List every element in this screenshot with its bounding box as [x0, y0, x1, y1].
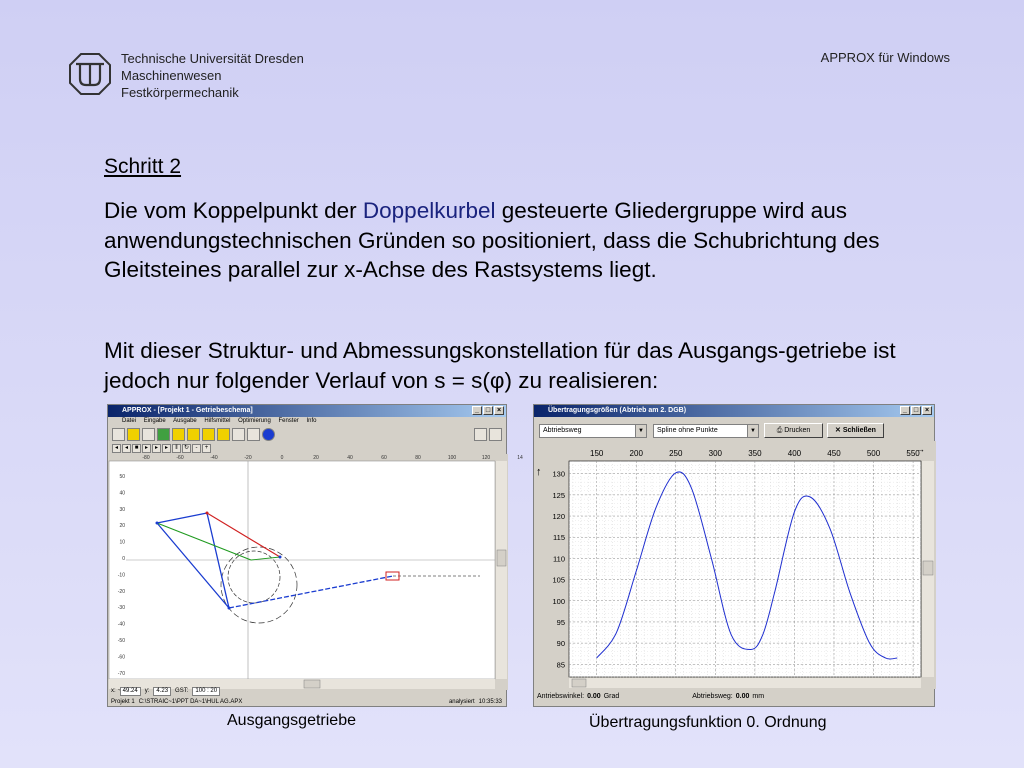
paragraph-2: Mit dieser Struktur- und Abmessungskonstellation für das Ausgangs-getriebe ist jedoch nur folgender Verlauf von s = s(φ) zu realisieren:: [104, 338, 896, 393]
settings-icon[interactable]: [247, 428, 260, 441]
x-tick-label: 300: [708, 449, 723, 458]
y-tick-label: 50: [119, 474, 125, 480]
y-tick-label: 130: [552, 469, 565, 479]
way-unit: mm: [752, 693, 765, 700]
transfer-window: [533, 404, 935, 707]
status-gst-label: GST:: [175, 688, 189, 694]
exit-icon[interactable]: [489, 428, 502, 441]
right-window-title: Übertragungsgrößen (Abtrieb am 2. DGB): [548, 407, 687, 414]
y-tick-label: -30: [117, 605, 125, 612]
print-button[interactable]: [764, 423, 823, 438]
left-title-bar: [108, 405, 506, 417]
status-path: C:\STRAIC~1\PPT DA~1\HUL AG.APX: [138, 699, 243, 705]
slow-icon[interactable]: -: [192, 444, 201, 453]
horizontal-scrollbar[interactable]: [569, 678, 921, 688]
pause-icon[interactable]: ‖: [172, 444, 181, 453]
approx-main-window: [107, 404, 523, 707]
vertical-scroll-thumb[interactable]: [497, 550, 506, 566]
x-tick-label: 400: [787, 449, 802, 458]
x-tick-label: 250: [669, 449, 683, 458]
x-tick-label: 350: [748, 449, 762, 458]
angle-value: 0.00: [587, 693, 601, 700]
y-tick-label: 20: [119, 523, 125, 530]
paragraph-1-end: gesteuerte Gliedergruppe wird aus anwendungstechnischen Gründen so positioniert, dass die Schubrichtung des Gleitsteines parallel zur x-Achse des Rastsystems liegt.: [104, 198, 880, 282]
method-select[interactable]: [653, 424, 759, 438]
joint-a: [206, 512, 209, 515]
x-tick-label: -60: [176, 455, 184, 461]
y-axis-arrow-icon: ↑: [536, 466, 542, 478]
menu-hilfsmittel[interactable]: Hilfsmittel: [204, 418, 231, 424]
left-status-bar: [108, 686, 506, 697]
x-tick-label: 40: [347, 455, 353, 461]
menu-ausgabe[interactable]: Ausgabe: [173, 418, 197, 424]
y-tick-label: 125: [552, 490, 565, 500]
angle-label: Antriebswinkel:: [537, 693, 585, 700]
x-tick-label: 200: [629, 449, 643, 458]
first-frame-icon[interactable]: ◂: [112, 444, 121, 453]
transfer-chart: [534, 441, 936, 689]
joint-b: [156, 522, 159, 525]
paragraph-1: [104, 196, 924, 285]
x-tick-label: 500: [866, 449, 881, 458]
joint-d: [279, 556, 282, 559]
y-tick-label: -10: [117, 572, 125, 579]
left-window-title: APPROX - [Projekt 1 - Getriebeschema]: [122, 407, 253, 414]
menu-optimierung[interactable]: Optimierung: [238, 418, 271, 424]
way-value: 0.00: [735, 693, 750, 700]
y-tick-label: -40: [117, 621, 125, 628]
close-label: Schließen: [842, 427, 876, 434]
y-tick-label: 90: [556, 639, 565, 649]
caption-right: Übertragungsfunktion 0. Ordnung: [589, 714, 827, 731]
close-button[interactable]: ×: [922, 406, 932, 415]
y-tick-label: 115: [553, 533, 565, 543]
x-tick-label: 60: [381, 455, 387, 461]
joint-c: [228, 607, 231, 610]
y-tick-label: 30: [119, 506, 125, 513]
highlight-term: Doppelkurbel: [362, 198, 496, 223]
institution-line: Maschinenwesen: [121, 68, 222, 83]
last-frame-icon[interactable]: ▸: [162, 444, 171, 453]
stop-icon[interactable]: ■: [132, 444, 141, 453]
minimize-button[interactable]: _: [900, 406, 910, 415]
y-tick-label: 85: [556, 660, 565, 670]
maximize-button[interactable]: □: [911, 406, 921, 415]
y-tick-label: 105: [552, 575, 565, 585]
help-icon[interactable]: [474, 428, 487, 441]
step-heading: Schritt 2: [104, 155, 182, 178]
y-tick-label: -70: [117, 670, 125, 677]
method-select-value: Spline ohne Punkte: [657, 427, 718, 434]
status-time: 10:35:33: [478, 699, 502, 705]
chevron-down-icon[interactable]: ▼: [747, 425, 758, 437]
fast-icon[interactable]: +: [202, 444, 211, 453]
y-tick-label: 110: [553, 554, 565, 564]
y-tick-label: -60: [117, 654, 125, 661]
menu-fenster[interactable]: Fenster: [278, 418, 299, 424]
plot-area: [569, 461, 921, 677]
info-icon[interactable]: [262, 428, 275, 441]
print-label: Drucken: [784, 427, 811, 434]
x-tick-label: 0: [280, 455, 284, 461]
x-tick-label: 14: [517, 455, 523, 461]
curve-icon[interactable]: [202, 428, 215, 441]
y-tick-label: 0: [122, 556, 125, 562]
angle-unit: Grad: [603, 693, 620, 700]
close-icon: ✕: [835, 427, 843, 434]
loop-icon[interactable]: ↻: [183, 445, 190, 451]
caption-left: Ausgangsgetriebe: [227, 712, 356, 729]
institution-block: [121, 50, 304, 101]
paragraph-1-start: Die vom Koppelpunkt der: [104, 198, 363, 223]
left-status-bar-2: [108, 697, 506, 708]
institution-line: Technische Universität Dresden: [121, 51, 304, 66]
chevron-down-icon[interactable]: ▼: [635, 425, 646, 437]
x-tick-label: -40: [210, 455, 218, 461]
y-tick-label: 120: [552, 512, 565, 522]
x-tick-label: -80: [142, 455, 150, 461]
play-icon[interactable]: ▸: [142, 444, 151, 453]
vertical-scroll-thumb[interactable]: [923, 561, 933, 575]
open-icon[interactable]: [127, 428, 140, 441]
y-tick-label: 10: [119, 539, 125, 546]
save-icon[interactable]: [142, 428, 155, 441]
x-tick-label: 120: [481, 455, 491, 461]
minimize-button[interactable]: _: [472, 406, 482, 415]
x-tick-label: 550: [906, 449, 920, 458]
institution-line: Festkörpermechanik: [121, 85, 239, 100]
menu-eingabe[interactable]: Eingabe: [143, 418, 166, 424]
zoom-icon[interactable]: [232, 428, 245, 441]
mechanism-canvas[interactable]: [108, 454, 523, 690]
left-nav-bar: [108, 443, 506, 454]
prev-frame-icon[interactable]: ◂: [122, 444, 131, 453]
x-tick-label: 100: [447, 455, 457, 461]
x-tick-label: 80: [415, 455, 421, 461]
quantity-select-value: Abtriebsweg: [543, 427, 582, 434]
new-icon[interactable]: [112, 428, 125, 441]
y-tick-label: 40: [119, 490, 125, 497]
structure-icon[interactable]: [157, 428, 170, 441]
close-button[interactable]: ×: [494, 406, 504, 415]
status-project: Projekt 1: [111, 699, 135, 705]
x-tick-label: -20: [244, 455, 252, 461]
status-y-value: 4.23: [153, 687, 171, 696]
analysis-icon[interactable]: [187, 428, 200, 441]
y-tick-label: -50: [117, 638, 125, 644]
way-label: Abtriebsweg:: [692, 693, 733, 700]
close-dialog-button[interactable]: [827, 423, 884, 438]
y-tick-label: 100: [552, 596, 565, 606]
status-x-label: x:: [111, 688, 116, 694]
maximize-button[interactable]: □: [483, 406, 493, 415]
status-x-value: 49.24: [120, 687, 141, 696]
x-tick-label: 450: [827, 449, 841, 458]
x-tick-label: 150: [590, 449, 604, 458]
x-axis-arrow-icon: →: [916, 444, 925, 454]
quantity-select[interactable]: [539, 424, 647, 438]
y-tick-label: -20: [117, 588, 125, 595]
transfer-icon[interactable]: [217, 428, 230, 441]
status-y-label: y:: [144, 688, 150, 694]
horizontal-scroll-thumb[interactable]: [572, 679, 586, 687]
left-menu-bar: [108, 417, 506, 426]
right-title-bar: [534, 405, 934, 417]
vertical-scrollbar[interactable]: [496, 461, 507, 679]
product-name: APPROX für Windows: [820, 50, 950, 65]
status-mode: analysiert: [448, 699, 475, 705]
right-status-bar: [534, 691, 934, 702]
tu-dresden-logo-icon: [68, 52, 112, 96]
left-toolbar: [108, 426, 506, 443]
dimension-icon[interactable]: [172, 428, 185, 441]
next-frame-icon[interactable]: ▸: [152, 444, 161, 453]
x-tick-label: 20: [313, 455, 319, 461]
y-tick-label: 95: [556, 617, 565, 627]
printer-icon: ⎙: [776, 427, 785, 434]
status-gst-value: 100 : 20: [192, 687, 220, 696]
menu-datei[interactable]: Datei: [122, 418, 137, 424]
menu-info[interactable]: Info: [306, 418, 317, 424]
